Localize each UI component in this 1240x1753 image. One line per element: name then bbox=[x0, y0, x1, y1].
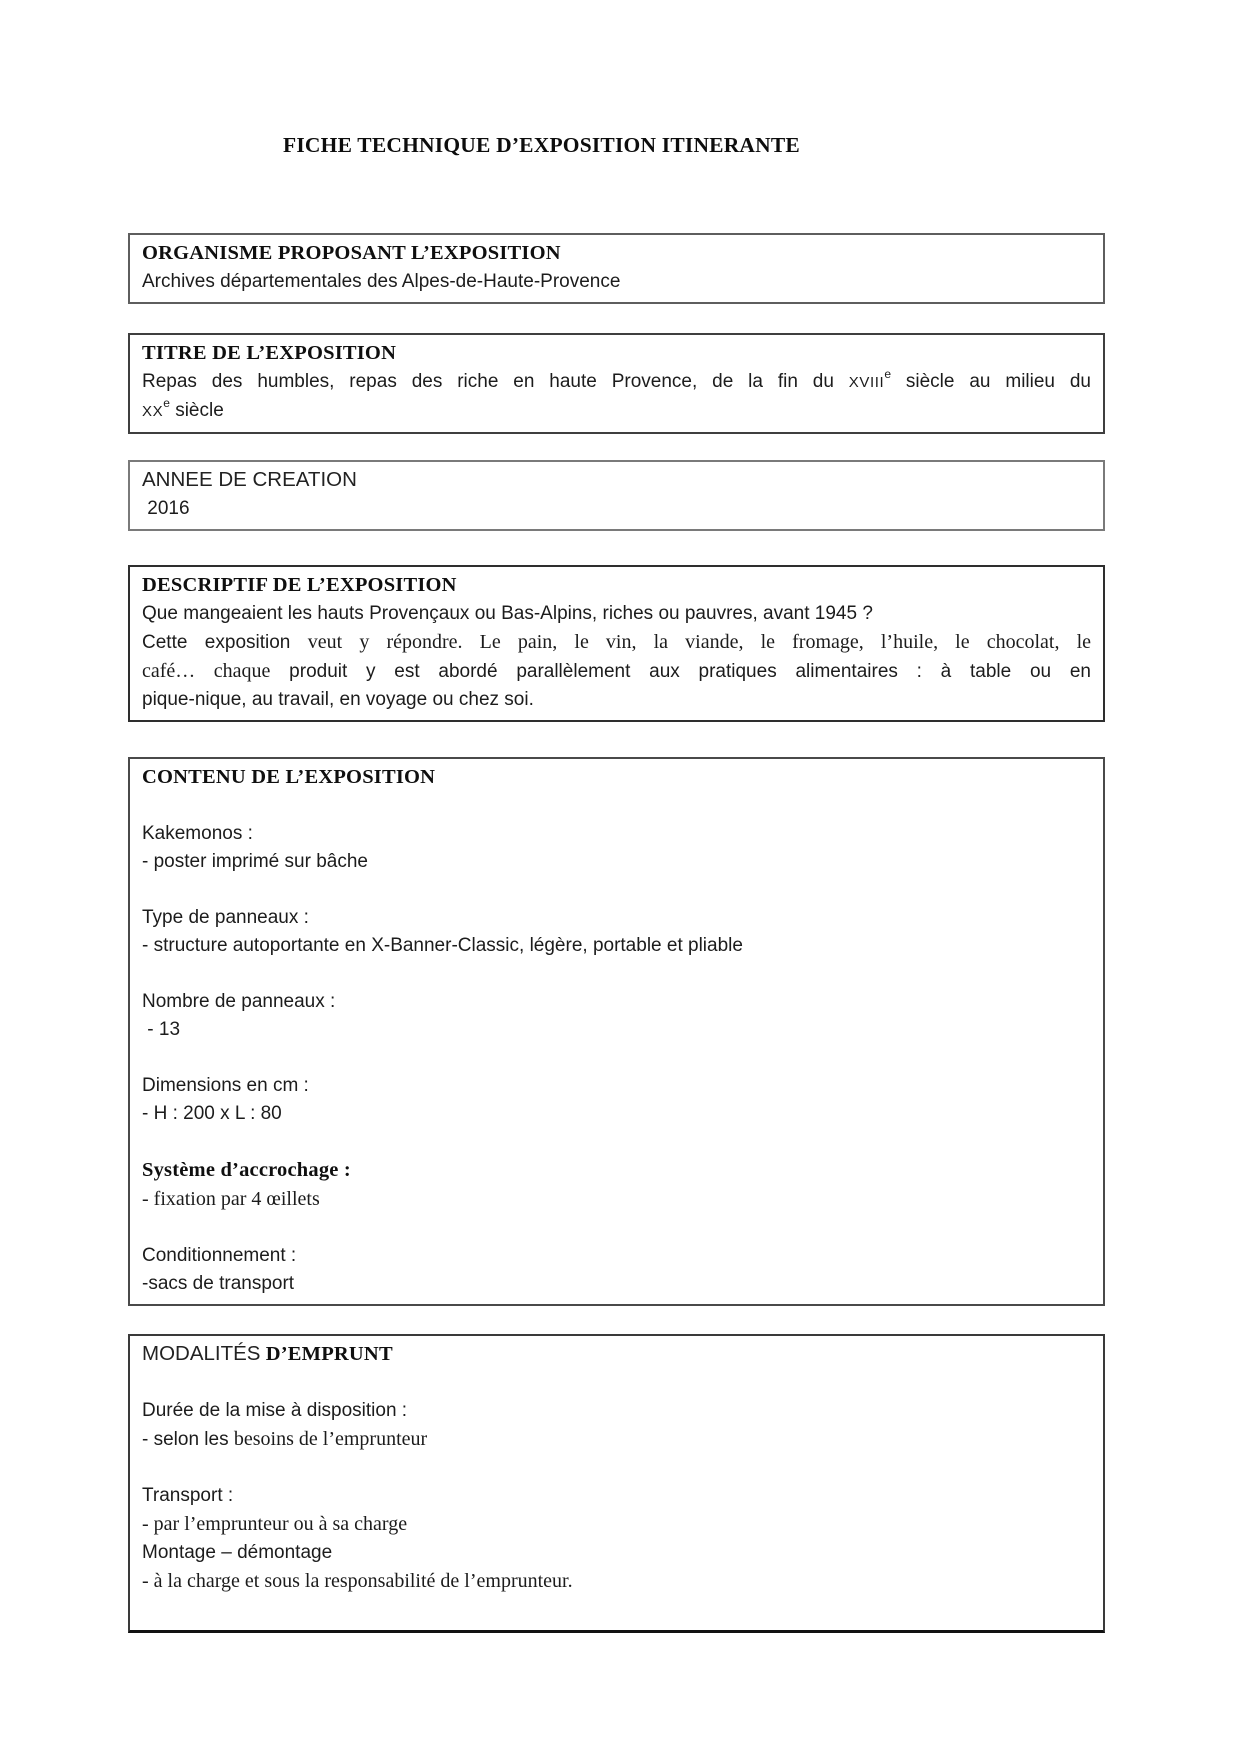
contenu-heading: CONTENU DE L’EXPOSITION bbox=[142, 766, 436, 788]
nombre-item: - 13 bbox=[142, 1019, 181, 1040]
nombre-label: Nombre de panneaux : bbox=[142, 991, 336, 1012]
transport-item: - par l’emprunteur ou à sa charge bbox=[142, 1513, 408, 1535]
descriptif-text-3a: café… chaque bbox=[142, 660, 271, 682]
titre-text-post: siècle au milieu du bbox=[905, 371, 1091, 392]
duree-label: Durée de la mise à disposition : bbox=[142, 1400, 408, 1421]
descriptif-text-2a: Cette exposition bbox=[142, 632, 291, 653]
conditionnement-item: -sacs de transport bbox=[142, 1273, 295, 1294]
contenu-accrochage-item bbox=[142, 1185, 1091, 1214]
kakemonos-label: Kakemonos : bbox=[142, 823, 253, 844]
contenu-conditionnement-item bbox=[142, 1270, 1091, 1298]
duree-item-sans: - selon les bbox=[142, 1429, 229, 1450]
descriptif-line-3 bbox=[142, 657, 1091, 686]
descriptif-line-2 bbox=[142, 628, 1091, 657]
montage-label: Montage – démontage bbox=[142, 1542, 333, 1563]
type-label: Type de panneaux : bbox=[142, 907, 309, 928]
accrochage-item: - fixation par 4 œillets bbox=[142, 1188, 320, 1210]
blank-line bbox=[142, 792, 1091, 820]
contenu-dimensions-item bbox=[142, 1100, 1091, 1128]
contenu-kakemonos-label bbox=[142, 820, 1091, 848]
annee-heading: ANNEE DE CREATION bbox=[142, 468, 357, 491]
blank-line bbox=[142, 1454, 1091, 1482]
organisme-body-line bbox=[142, 268, 1091, 296]
contenu-nombre-item bbox=[142, 1016, 1091, 1044]
annee-body-line bbox=[142, 495, 1091, 523]
section-modalites bbox=[128, 1334, 1105, 1633]
titre-century-18: XVIII bbox=[848, 374, 885, 391]
titre-century-20-sup: e bbox=[163, 395, 170, 410]
organisme-body: Archives départementales des Alpes-de-Haute-Provence bbox=[142, 271, 621, 292]
modalites-heading-line bbox=[142, 1340, 1091, 1369]
descriptif-text-2b: veut y répondre. Le pain, le vin, la viande, le fromage, l’huile, le chocolat, le bbox=[307, 631, 1092, 653]
transport-label: Transport : bbox=[142, 1485, 234, 1506]
section-descriptif bbox=[128, 565, 1105, 722]
doc-title: FICHE TECHNIQUE D’EXPOSITION ITINERANTE bbox=[283, 133, 800, 157]
dimensions-item: - H : 200 x L : 80 bbox=[142, 1103, 282, 1124]
descriptif-text-4: pique-nique, au travail, en voyage ou chez soi. bbox=[142, 689, 534, 710]
titre-text-pre: Repas des humbles, repas des riche en haute Provence, de la fin du bbox=[142, 371, 834, 392]
titre-century-18-sup: e bbox=[884, 366, 891, 381]
modalites-montage-item bbox=[142, 1567, 1091, 1596]
modalites-transport-item bbox=[142, 1510, 1091, 1539]
modalites-montage-label bbox=[142, 1539, 1091, 1567]
annee-heading-line bbox=[142, 466, 1091, 495]
blank-line bbox=[142, 1369, 1091, 1397]
contenu-accrochage-label bbox=[142, 1156, 1091, 1185]
organisme-heading-line bbox=[142, 239, 1091, 268]
contenu-type-item bbox=[142, 932, 1091, 960]
modalites-duree-label bbox=[142, 1397, 1091, 1425]
contenu-heading-line bbox=[142, 763, 1091, 792]
contenu-nombre-label bbox=[142, 988, 1091, 1016]
contenu-conditionnement-label bbox=[142, 1242, 1091, 1270]
duree-item-serif: besoins de l’emprunteur bbox=[233, 1428, 428, 1450]
kakemonos-item: - poster imprimé sur bâche bbox=[142, 851, 368, 872]
contenu-kakemonos-item bbox=[142, 848, 1091, 876]
blank-line bbox=[142, 1214, 1091, 1242]
accrochage-label: Système d’accrochage : bbox=[142, 1159, 351, 1181]
blank-line bbox=[142, 1128, 1091, 1156]
descriptif-line-1 bbox=[142, 600, 1091, 628]
montage-item: - à la charge et sous la responsabilité de l’emprunteur. bbox=[142, 1570, 573, 1592]
contenu-type-label bbox=[142, 904, 1091, 932]
type-item: - structure autoportante en X-Banner-Classic, légère, portable et pliable bbox=[142, 935, 743, 956]
blank-line bbox=[142, 960, 1091, 988]
annee-value: 2016 bbox=[142, 498, 190, 519]
descriptif-line-4 bbox=[142, 686, 1091, 714]
contenu-dimensions-label bbox=[142, 1072, 1091, 1100]
section-titre bbox=[128, 333, 1105, 434]
section-organisme bbox=[128, 233, 1105, 304]
dimensions-label: Dimensions en cm : bbox=[142, 1075, 309, 1096]
section-annee bbox=[128, 460, 1105, 531]
titre-heading: TITRE DE L’EXPOSITION bbox=[142, 342, 397, 364]
titre-body-line-2 bbox=[142, 397, 1091, 426]
modalites-heading-sans: MODALITÉS bbox=[142, 1342, 261, 1365]
descriptif-text-3b: produit y est abordé parallèlement aux pratiques alimentaires : à table ou en bbox=[289, 661, 1091, 682]
blank-line bbox=[142, 1044, 1091, 1072]
titre-body-line-1 bbox=[142, 368, 1091, 397]
blank-line bbox=[142, 876, 1091, 904]
titre-century-20: XX bbox=[142, 403, 164, 420]
document-page bbox=[128, 0, 1105, 1633]
titre-heading-line bbox=[142, 339, 1091, 368]
section-contenu bbox=[128, 757, 1105, 1306]
organisme-heading: ORGANISME PROPOSANT L’EXPOSITION bbox=[142, 242, 561, 264]
modalites-heading-serif: D’EMPRUNT bbox=[265, 1343, 393, 1365]
blank-line bbox=[142, 1596, 1091, 1624]
conditionnement-label: Conditionnement : bbox=[142, 1245, 297, 1266]
modalites-duree-item bbox=[142, 1425, 1091, 1454]
titre-text-end: siècle bbox=[175, 400, 224, 421]
descriptif-text-1: Que mangeaient les hauts Provençaux ou Bas-Alpins, riches ou pauvres, avant 1945 ? bbox=[142, 603, 873, 624]
descriptif-heading-line bbox=[142, 571, 1091, 600]
descriptif-heading: DESCRIPTIF DE L’EXPOSITION bbox=[142, 574, 457, 596]
modalites-transport-label bbox=[142, 1482, 1091, 1510]
